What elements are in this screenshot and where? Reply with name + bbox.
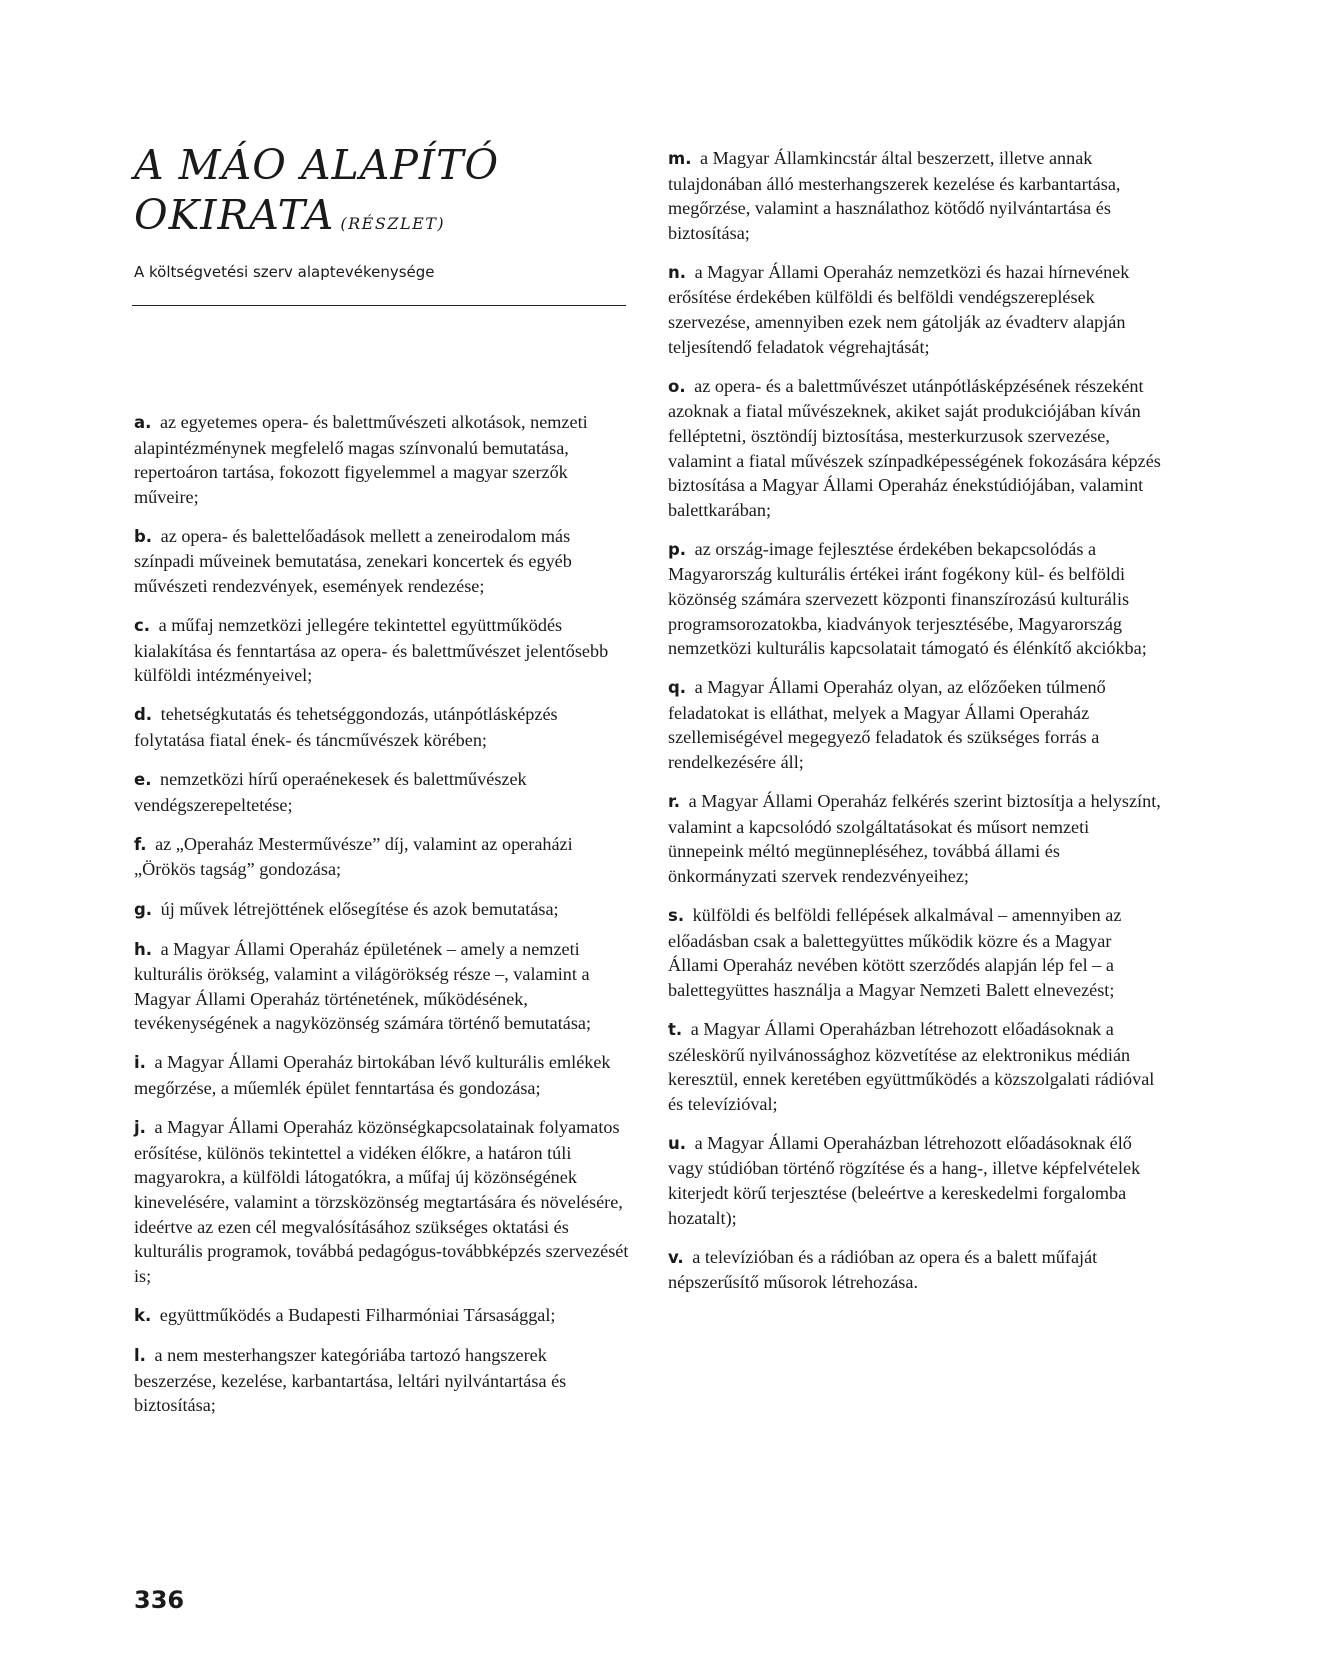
item-letter: u. <box>668 1133 687 1153</box>
item-letter: d. <box>134 705 153 725</box>
item-letter: t. <box>668 1019 683 1039</box>
item-letter: s. <box>668 906 685 926</box>
item-letter: b. <box>134 526 153 546</box>
item-letter: i. <box>134 1053 146 1073</box>
list-item <box>134 410 630 509</box>
list-item <box>668 1131 1164 1230</box>
list-item <box>668 260 1164 359</box>
item-text: az ország-image fejlesztése érdekében bekapcsolódás a Magyarország kulturális értékei iránt fogékony kül- és belföldi közönség számára szervezett központi finanszírozású kulturális programsorozatokba, kiadványok terjesztésébe, Magyarország nemzetközi kulturális kapcsolatait támogató és élénkítő akciókba; <box>668 538 1147 659</box>
item-letter: n. <box>668 262 687 282</box>
item-text: a nem mesterhangszer kategóriába tartozó hangszerek beszerzése, kezelése, karbantartása, leltári nyilvántartása és biztosítása; <box>134 1344 567 1416</box>
item-text: az „Operaház Mesterművésze” díj, valamint az operaházi „Örökös tagság” gondozása; <box>134 833 573 880</box>
item-letter: h. <box>134 939 153 959</box>
item-letter: o. <box>668 376 686 396</box>
item-text: a Magyar Állami Operaház közönségkapcsolatainak folyamatos erősítése, különös tekintettel a vidéken élőkre, a határon túli magyarokra, a külföldi látogatókra, a műfaj új közönségének kinevelésére, valamint a törzsközönség megtartására és növelésére, ideértve az ezen cél megvalósításához szükséges oktatási és kulturális programok, továbbá pedagógus-továbbképzés szervezését is; <box>134 1117 629 1286</box>
list-item <box>134 1343 630 1418</box>
list-item <box>668 374 1164 523</box>
item-text: tehetségkutatás és tehetséggondozás, utánpótlásképzés folytatása fiatal ének- és táncművészek körében; <box>134 704 558 751</box>
title-subtag: (RÉSZLET) <box>340 214 446 233</box>
list-item <box>134 613 630 688</box>
item-letter: f. <box>134 834 147 854</box>
item-letter: e. <box>134 770 152 790</box>
list-item <box>668 903 1164 1002</box>
item-text: nemzetközi hírű operaénekesek és balettművészek vendégszerepeltetése; <box>134 769 527 815</box>
item-letter: g. <box>134 899 153 919</box>
item-text: a Magyar Állami Operaház nemzetközi és hazai hírnevének erősítése érdekében külföldi és belföldi vendégszereplések szervezése, amennyiben ezek nem gátolják az évadterv alapján teljesítendő feladatok végrehajtását; <box>668 261 1130 357</box>
list-item <box>668 146 1164 245</box>
item-letter: m. <box>668 149 692 168</box>
title-line-1: A MÁO ALAPÍTÓ <box>134 141 500 189</box>
item-text: külföldi és belföldi fellépések alkalmával – amennyiben az előadásban csak a balettegyüttes működik közre és a Magyar Állami Operaház nevében kötött szerződés alapján lép fel – a balettegyüttes használja a Magyar Nemzeti Balett elnevezést; <box>668 905 1122 1000</box>
item-text: az opera- és balettelőadások mellett a zeneirodalom más színpadi műveinek bemutatása, zenekari koncertek és egyéb művészeti rendezvények, események rendezése; <box>134 525 572 597</box>
list-item <box>668 789 1164 888</box>
item-letter: k. <box>134 1305 152 1325</box>
item-text: a műfaj nemzetközi jellegére tekintettel együttműködés kialakítása és fenntartása az opera- és balettművészet jelentősebb külföldi intézményeivel; <box>134 615 609 686</box>
list-item <box>134 1115 630 1288</box>
list-item <box>668 537 1164 661</box>
item-text: a Magyar Állami Operaházban létrehozott előadásoknak élő vagy stúdióban történő rögzítése és a hang-, illetve képfelvételek kiterjedt körű terjesztése (beleértve a kereskedelmi forgalomba hozatalt); <box>668 1132 1141 1228</box>
list-item <box>134 767 630 817</box>
title-line-2: OKIRATA <box>134 191 335 239</box>
item-text: az egyetemes opera- és balettművészeti alkotások, nemzeti alapintézménynek megfelelő magas színvonalú bemutatása, repertoáron tartása, fokozott figyelemmel a magyar szerzők műveire; <box>134 412 588 507</box>
divider-rule <box>132 305 626 306</box>
list-item <box>134 937 630 1036</box>
item-letter: j. <box>134 1118 146 1138</box>
item-letter: p. <box>668 539 687 559</box>
item-text: az opera- és a balettművészet utánpótlásképzésének részeként azoknak a fiatal művészeknek, akiket saját produkciójában kíván felléptetni, ösztöndíj biztosítása, mesterkurzusok szervezése, valamint a fiatal művészek színpadképességének fokozására képzés biztosítása a Magyar Állami Operaház énekstúdiójában, valamint balettkarában; <box>668 375 1161 520</box>
list-item <box>134 702 630 752</box>
item-letter: a. <box>134 413 152 432</box>
item-text: a Magyar Állami Operaház birtokában lévő kulturális emlékek megőrzése, a műemlék épület fenntartása és gondozása; <box>134 1052 611 1099</box>
list-item <box>668 1245 1164 1295</box>
item-text: együttműködés a Budapesti Filharmóniai Társasággal; <box>159 1304 556 1325</box>
list-item <box>134 1050 630 1100</box>
item-text: a Magyar Állami Operaház felkérés szerint biztosítja a helyszínt, valamint a kapcsolódó szolgáltatásokat és műsort nemzeti ünnepeink méltó megünnepléséhez, továbbá állami és önkormányzati szervek rendezvényeihez; <box>668 791 1161 886</box>
list-item <box>668 1017 1164 1116</box>
subtitle: A költségvetési szerv alaptevékenysége <box>134 263 435 281</box>
list-item <box>134 832 630 882</box>
item-letter: q. <box>668 678 687 698</box>
item-text: a televízióban és a rádióban az opera és a balett műfaját népszerűsítő műsorok létrehozása. <box>668 1246 1098 1293</box>
list-item <box>134 897 630 923</box>
title-block <box>134 140 630 281</box>
list-item <box>134 1303 630 1329</box>
item-text: új művek létrejöttének elősegítése és azok bemutatása; <box>160 898 559 919</box>
right-column <box>668 146 1164 1309</box>
item-letter: c. <box>134 616 151 636</box>
item-letter: l. <box>134 1345 146 1365</box>
item-text: a Magyar Állami Operaházban létrehozott előadásoknak a széleskörű nyilvánossághoz közvetítése az elektronikus médián keresztül, ennek keretében együttműködés a közszolgalati rádióval és televízióval; <box>668 1018 1155 1114</box>
item-text: a Magyar Államkincstár által beszerzett, illetve annak tulajdonában álló mesterhangszerek kezelése és karbantartása, megőrzése, valamint a használathoz kötődő nyilvántartása és biztosítása; <box>668 148 1121 243</box>
page-title <box>134 140 630 249</box>
list-item <box>134 524 630 599</box>
left-column <box>134 410 630 1432</box>
item-letter: r. <box>668 792 681 812</box>
page-number: 336 <box>134 1586 185 1614</box>
item-text: a Magyar Állami Operaház épületének – amely a nemzeti kulturális örökség, valamint a világörökség része –, valamint a Magyar Állami Operaház történetének, működésének, tevékenységének a nagyközönség számára történő bemutatása; <box>134 938 592 1034</box>
list-item <box>668 675 1164 774</box>
item-text: a Magyar Állami Operaház olyan, az előzőeken túlmenő feladatokat is elláthat, melyek a Magyar Állami Operaház szellemiségével megegyező feladatok és szükséges forrás a rendelkezésére áll; <box>668 677 1106 773</box>
item-letter: v. <box>668 1247 684 1267</box>
